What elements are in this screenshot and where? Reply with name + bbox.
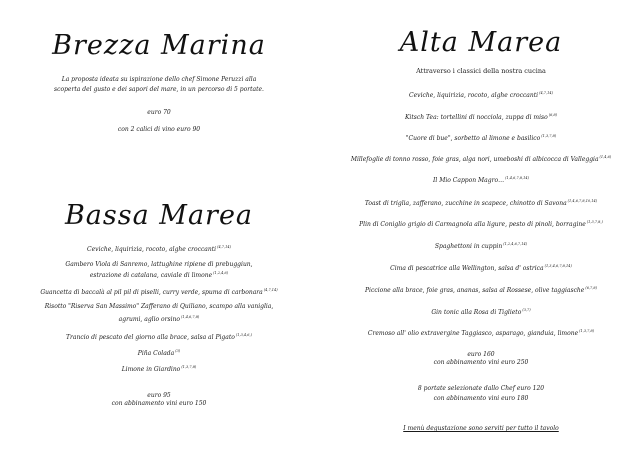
alta-item-12: Cremoso all' olio extravergine Taggiasco, asparago, gianduia, limone$^{(1,3,7,8)}$ [367, 329, 595, 337]
bassa-item-5: Trancio di pescato del giorno alla brace, salsa al Pigato$^{(1,3,4,6,)}$ [66, 333, 252, 341]
bassa-price: euro 95 [147, 392, 171, 399]
brezza-intro-line-2: scoperta del gusto e dei sapori del mare, in un percorso di 5 portate. [54, 86, 264, 93]
brezza-price: euro 70 [147, 109, 171, 116]
alta-chef-wine-price: con abbinamento vini euro 180 [433, 395, 529, 402]
alta-item-8: Spaghettoni in cuppin$^{(1,2,4,6,7,14)}$ [434, 242, 528, 250]
alta-marea-title: Alta Marea [399, 27, 563, 58]
bassa-item-2-line-1: Gambero Viola di Sanremo, lattughine ripiene di prebuggiun, [65, 261, 253, 268]
alta-item-9: Cima di pescatrice alla Wellington, salsa d' ostrica$^{(1,3,4,6,7,8,14)}$ [390, 264, 572, 272]
table-service-note: I menù degustazione sono serviti per tutto il tavolo [403, 425, 559, 432]
alta-item-2: Kitsch Tea: tortellini di nocciola, zuppa di miso$^{(6,8)}$ [404, 113, 558, 121]
bassa-item-4-line-2: agrumi, aglio orsino$^{(1,4,6,7,8)}$ [118, 315, 200, 323]
brezza-marina-title: Brezza Marina [52, 30, 266, 61]
bassa-item-6: Piña Colada$^{(3)}$ [137, 349, 181, 357]
alta-item-10: Piccione alla brace, foie gras, ananas, salsa al Rossese, olive taggiasche$^{(6,7,8)}$ [365, 286, 597, 294]
bassa-item-7: Limone in Giardino$^{(1,3,7,8)}$ [121, 365, 197, 373]
alta-item-7: Plin di Coniglio grigio di Carmagnola alla ligure, pesto di pinoli, borragine$^{(1,3,7,8,)}$ [359, 220, 603, 228]
brezza-intro-line-1: La proposta ideata su ispirazione dello chef Simone Peruzzi alla [61, 76, 257, 83]
alta-item-6: Toast di triglia, zafferano, zucchine in scapece, chinotto di Savona$^{(1,4,6,7,8,10,14)}$ [364, 199, 598, 207]
alta-price: euro 160 [467, 351, 495, 358]
alta-item-4: Millefoglie di tonno rosso, foie gras, alga nori, umeboshi di albicocca di Valleggia$^{(1,4,6)}$ [350, 155, 612, 163]
bassa-item-4-line-1: Risotto "Riserva San Massimo" Zafferano di Quiliano, scampo alla vaniglia, [44, 303, 274, 310]
alta-item-11: Gin tonic alla Rosa di Tiglieto$^{(3,7)}$ [431, 308, 531, 316]
alta-item-5: Il Mio Cappon Magro…$^{(1,4,6,7,8,14)}$ [433, 176, 529, 184]
alta-item-1: Ceviche, liquirizia, rocoto, alghe croccanti$^{(4,7,14)}$ [409, 91, 553, 99]
bassa-wine-price: con abbinamento vini euro 150 [111, 400, 207, 407]
brezza-wine-price: con 2 calici di vino euro 90 [117, 126, 201, 133]
alta-chef-price: 8 portate selezionate dallo Chef euro 120 [417, 385, 545, 392]
bassa-item-1: Ceviche, liquirizia, rocoto, alghe croccanti$^{(4,7,14)}$ [87, 245, 231, 253]
alta-item-3: "Cuore di bue", sorbetto al limone e basilico$^{(1,3,7,8)}$ [405, 134, 557, 142]
alta-subtitle: Attraverso i classici della nostra cucina [416, 67, 546, 75]
alta-wine-price: con abbinamento vini euro 250 [433, 359, 529, 366]
bassa-marea-title: Bassa Marea [64, 200, 254, 231]
bassa-item-2-line-2: estrazione di catalana, caviale di limone$^{(1,2,4,6)}$ [89, 271, 229, 279]
bassa-item-3: Guancetta di baccalà al pil pil di piselli, curry verde, spuma di carbonara$^{(4,7,14)}$ [40, 288, 278, 296]
